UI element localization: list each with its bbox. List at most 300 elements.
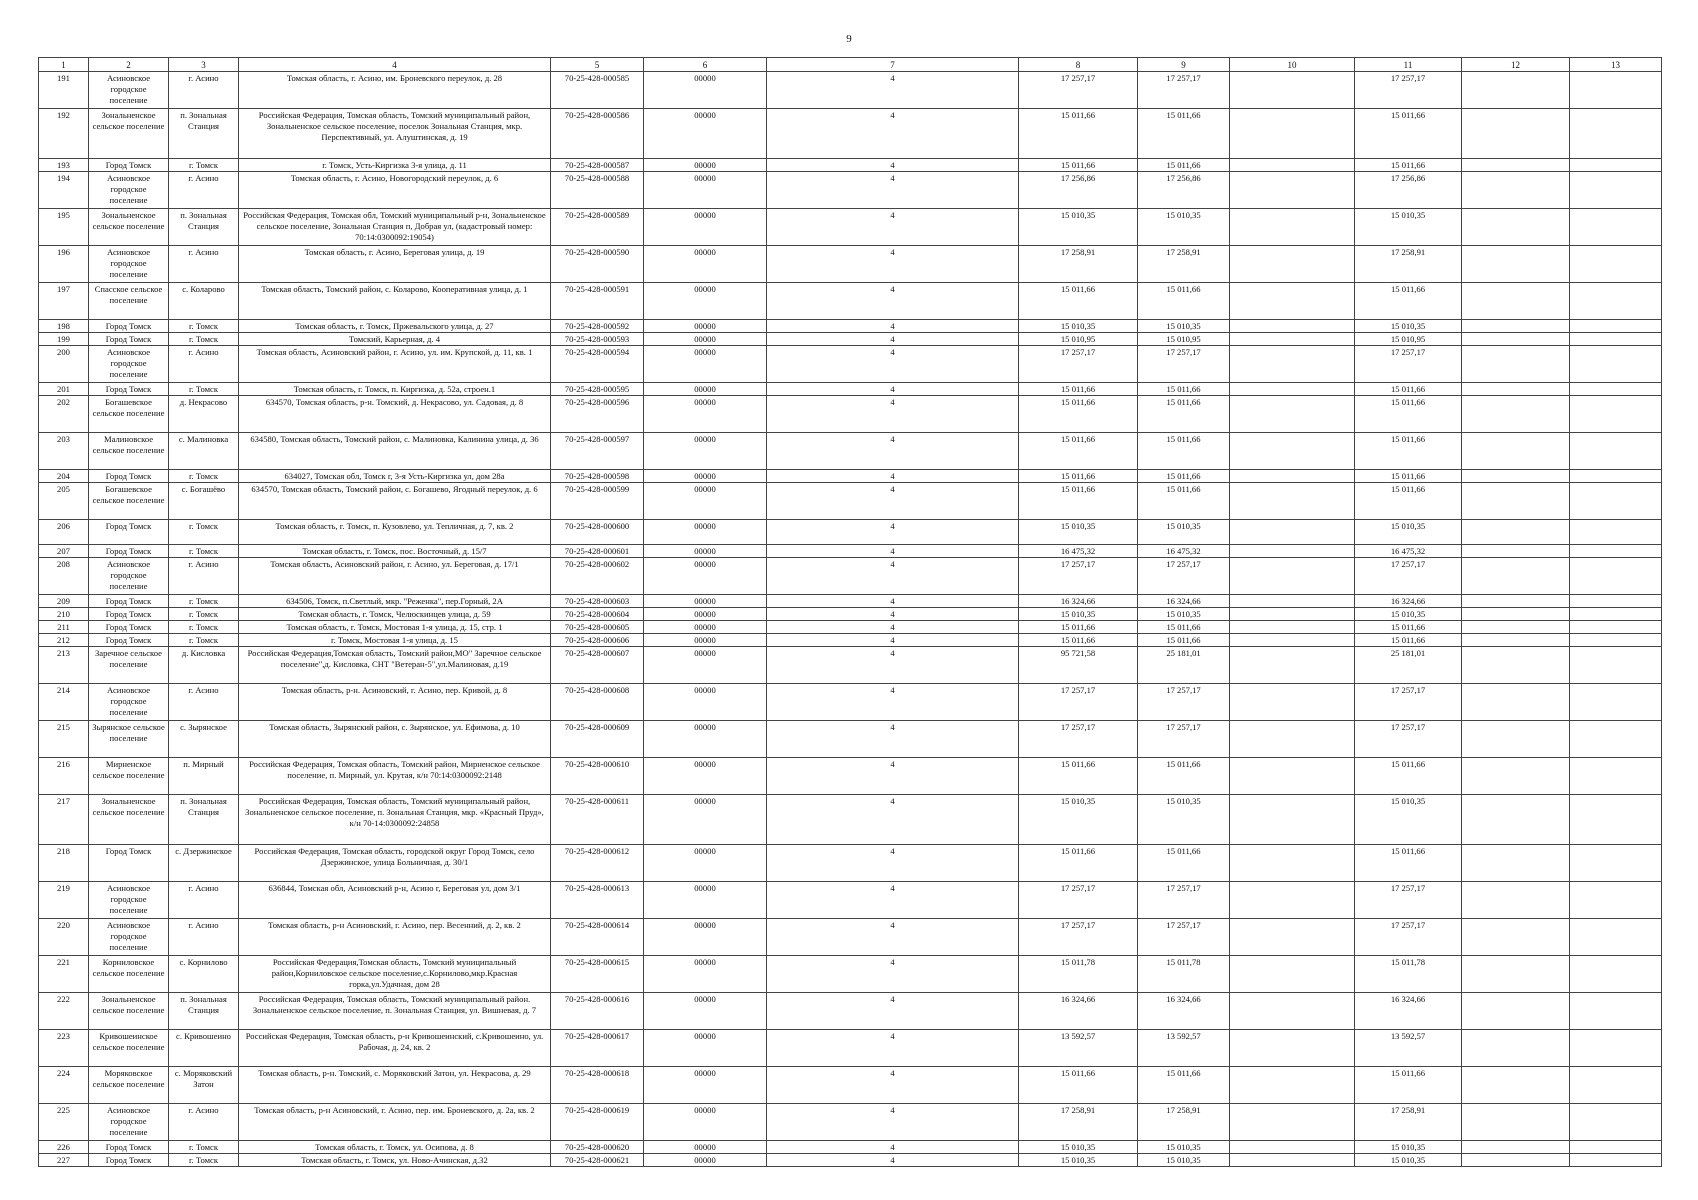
col9-value: 15 011,66 bbox=[1138, 483, 1230, 520]
settlement: д. Некрасово bbox=[169, 396, 239, 433]
col9-value: 17 258,91 bbox=[1138, 1104, 1230, 1141]
col10-value bbox=[1230, 1141, 1355, 1154]
row-number: 215 bbox=[39, 721, 89, 758]
col7-value: 4 bbox=[767, 919, 1019, 956]
col11-value: 17 258,91 bbox=[1355, 1104, 1462, 1141]
col12-value bbox=[1462, 72, 1570, 109]
municipality: Зональненское сельское поселение bbox=[89, 795, 169, 845]
col10-value bbox=[1230, 647, 1355, 684]
col11-value: 25 181,01 bbox=[1355, 647, 1462, 684]
settlement: г. Томск bbox=[169, 333, 239, 346]
col8-value: 15 011,66 bbox=[1019, 383, 1138, 396]
code: 00000 bbox=[644, 721, 767, 758]
col10-value bbox=[1230, 433, 1355, 470]
col12-value bbox=[1462, 721, 1570, 758]
address: Российская Федерация, Томская область, Томский муниципальный район, Зональненское сельское поселение, п. Зональная Станция, мкр. «Красный Пруд», к/н 70-14:0300092:24858 bbox=[239, 795, 551, 845]
code: 00000 bbox=[644, 209, 767, 246]
col12-value bbox=[1462, 172, 1570, 209]
municipality: Город Томск bbox=[89, 520, 169, 545]
table-row bbox=[39, 621, 1662, 634]
table-row bbox=[39, 993, 1662, 1030]
col12-value bbox=[1462, 470, 1570, 483]
col12-value bbox=[1462, 595, 1570, 608]
address: Томская область, г. Томск, ул. Осипова, д. 8 bbox=[239, 1141, 551, 1154]
address: Томская область, г. Томск, Мостовая 1-я улица, д. 15, стр. 1 bbox=[239, 621, 551, 634]
settlement: г. Томск bbox=[169, 595, 239, 608]
col8-value: 17 257,17 bbox=[1019, 558, 1138, 595]
table-row bbox=[39, 109, 1662, 159]
address: Томская область, р-н. Асиновский, г. Асино, пер. Кривой, д. 8 bbox=[239, 684, 551, 721]
table-row bbox=[39, 159, 1662, 172]
row-number: 194 bbox=[39, 172, 89, 209]
col13-value bbox=[1570, 283, 1662, 320]
col8-value: 15 011,66 bbox=[1019, 159, 1138, 172]
code: 00000 bbox=[644, 320, 767, 333]
municipality: Асиновское городское поселение bbox=[89, 1104, 169, 1141]
object-id: 70-25-428-000617 bbox=[551, 1030, 644, 1067]
municipality: Город Томск bbox=[89, 320, 169, 333]
address: Томская область, р-н. Томский, с. Моряковский Затон, ул. Некрасова, д. 29 bbox=[239, 1067, 551, 1104]
col7-value: 4 bbox=[767, 470, 1019, 483]
col8-value: 17 256,86 bbox=[1019, 172, 1138, 209]
col12-value bbox=[1462, 634, 1570, 647]
col13-value bbox=[1570, 520, 1662, 545]
col11-value: 17 257,17 bbox=[1355, 721, 1462, 758]
col13-value bbox=[1570, 795, 1662, 845]
col12-value bbox=[1462, 333, 1570, 346]
col9-value: 15 011,66 bbox=[1138, 621, 1230, 634]
col8-value: 95 721,58 bbox=[1019, 647, 1138, 684]
municipality: Асиновское городское поселение bbox=[89, 558, 169, 595]
col12-value bbox=[1462, 246, 1570, 283]
row-number: 211 bbox=[39, 621, 89, 634]
col8-value: 15 010,35 bbox=[1019, 608, 1138, 621]
col8-value: 15 011,66 bbox=[1019, 433, 1138, 470]
municipality: Город Томск bbox=[89, 608, 169, 621]
object-id: 70-25-428-000614 bbox=[551, 919, 644, 956]
table-row bbox=[39, 520, 1662, 545]
col11-value: 15 010,35 bbox=[1355, 608, 1462, 621]
code: 00000 bbox=[644, 1154, 767, 1167]
address: Томская область, г. Асино, Новогородский переулок, д. 6 bbox=[239, 172, 551, 209]
col10-value bbox=[1230, 919, 1355, 956]
col8-value: 15 010,35 bbox=[1019, 1154, 1138, 1167]
col7-value: 4 bbox=[767, 758, 1019, 795]
municipality: Малиновское сельское поселение bbox=[89, 433, 169, 470]
col11-value: 17 257,17 bbox=[1355, 919, 1462, 956]
col13-value bbox=[1570, 346, 1662, 383]
col8-value: 15 010,35 bbox=[1019, 1141, 1138, 1154]
object-id: 70-25-428-000605 bbox=[551, 621, 644, 634]
table-row bbox=[39, 172, 1662, 209]
address: г. Томск, Мостовая 1-я улица, д. 15 bbox=[239, 634, 551, 647]
col9-value: 15 010,95 bbox=[1138, 333, 1230, 346]
settlement: с. Зырянское bbox=[169, 721, 239, 758]
col11-value: 16 324,66 bbox=[1355, 595, 1462, 608]
col12-value bbox=[1462, 758, 1570, 795]
col10-value bbox=[1230, 209, 1355, 246]
col12-value bbox=[1462, 558, 1570, 595]
row-number: 208 bbox=[39, 558, 89, 595]
col8-value: 17 257,17 bbox=[1019, 346, 1138, 383]
col11-value: 15 010,35 bbox=[1355, 520, 1462, 545]
col9-value: 17 257,17 bbox=[1138, 684, 1230, 721]
settlement: с. Коларово bbox=[169, 283, 239, 320]
col13-value bbox=[1570, 882, 1662, 919]
municipality: Асиновское городское поселение bbox=[89, 882, 169, 919]
col13-value bbox=[1570, 608, 1662, 621]
col13-value bbox=[1570, 647, 1662, 684]
row-number: 213 bbox=[39, 647, 89, 684]
col8-value: 16 324,66 bbox=[1019, 595, 1138, 608]
object-id: 70-25-428-000615 bbox=[551, 956, 644, 993]
object-id: 70-25-428-000591 bbox=[551, 283, 644, 320]
col11-value: 17 257,17 bbox=[1355, 882, 1462, 919]
col11-value: 15 011,66 bbox=[1355, 483, 1462, 520]
row-number: 204 bbox=[39, 470, 89, 483]
table-row bbox=[39, 1067, 1662, 1104]
code: 00000 bbox=[644, 333, 767, 346]
row-number: 195 bbox=[39, 209, 89, 246]
col7-value: 4 bbox=[767, 1104, 1019, 1141]
col10-value bbox=[1230, 320, 1355, 333]
table-row bbox=[39, 346, 1662, 383]
municipality: Зональненское сельское поселение bbox=[89, 109, 169, 159]
code: 00000 bbox=[644, 1104, 767, 1141]
col12-value bbox=[1462, 1104, 1570, 1141]
col11-value: 15 011,66 bbox=[1355, 396, 1462, 433]
row-number: 207 bbox=[39, 545, 89, 558]
settlement: с. Богашёво bbox=[169, 483, 239, 520]
col10-value bbox=[1230, 383, 1355, 396]
object-id: 70-25-428-000589 bbox=[551, 209, 644, 246]
col10-value bbox=[1230, 470, 1355, 483]
address: Российская Федерация,Томская область, Томский муниципальный район,Корниловское сельское поселение,с.Корнилово,мкр.Красная горка,ул.Удачная, дом 28 bbox=[239, 956, 551, 993]
municipality: Город Томск bbox=[89, 1141, 169, 1154]
col10-value bbox=[1230, 684, 1355, 721]
address: Томская область, р-н Асиновский, г. Асино, пер. Весенний, д. 2, кв. 2 bbox=[239, 919, 551, 956]
municipality: Асиновское городское поселение bbox=[89, 246, 169, 283]
address: Томская область, Томский район, с. Коларово, Кооперативная улица, д. 1 bbox=[239, 283, 551, 320]
col10-value bbox=[1230, 1104, 1355, 1141]
address: Томская область, г. Томск, п. Киргизка, д. 52а, строен.1 bbox=[239, 383, 551, 396]
object-id: 70-25-428-000597 bbox=[551, 433, 644, 470]
address: Томская область, г. Томск, ул. Ново-Ачинская, д.32 bbox=[239, 1154, 551, 1167]
col13-value bbox=[1570, 483, 1662, 520]
object-id: 70-25-428-000621 bbox=[551, 1154, 644, 1167]
code: 00000 bbox=[644, 1141, 767, 1154]
col12-value bbox=[1462, 993, 1570, 1030]
code: 00000 bbox=[644, 283, 767, 320]
column-header: 1 bbox=[39, 58, 89, 72]
settlement: г. Томск bbox=[169, 159, 239, 172]
col13-value bbox=[1570, 470, 1662, 483]
table-row bbox=[39, 647, 1662, 684]
col11-value: 15 011,66 bbox=[1355, 1067, 1462, 1104]
col13-value bbox=[1570, 320, 1662, 333]
column-header: 2 bbox=[89, 58, 169, 72]
col9-value: 16 324,66 bbox=[1138, 993, 1230, 1030]
address: Российская Федерация, Томская область, Томский муниципальный район. Зональненское сельское поселение, п. Зональная Станция, ул. Вишневая, д. 7 bbox=[239, 993, 551, 1030]
col13-value bbox=[1570, 246, 1662, 283]
col9-value: 13 592,57 bbox=[1138, 1030, 1230, 1067]
settlement: г. Асино bbox=[169, 882, 239, 919]
col12-value bbox=[1462, 608, 1570, 621]
col13-value bbox=[1570, 1104, 1662, 1141]
address: 634570, Томская область, Томский район, с. Богашево, Ягодный переулок, д. 6 bbox=[239, 483, 551, 520]
column-header: 12 bbox=[1462, 58, 1570, 72]
municipality: Богашевское сельское поселение bbox=[89, 396, 169, 433]
col11-value: 15 011,78 bbox=[1355, 956, 1462, 993]
col9-value: 16 324,66 bbox=[1138, 595, 1230, 608]
object-id: 70-25-428-000610 bbox=[551, 758, 644, 795]
object-id: 70-25-428-000608 bbox=[551, 684, 644, 721]
object-id: 70-25-428-000618 bbox=[551, 1067, 644, 1104]
row-number: 199 bbox=[39, 333, 89, 346]
code: 00000 bbox=[644, 483, 767, 520]
settlement: г. Томск bbox=[169, 320, 239, 333]
row-number: 227 bbox=[39, 1154, 89, 1167]
col9-value: 15 011,66 bbox=[1138, 383, 1230, 396]
address: Российская Федерация, Томская область, р-н Кривошеинский, с.Кривошеино, ул. Рабочая, д. 24, кв. 2 bbox=[239, 1030, 551, 1067]
col11-value: 15 011,66 bbox=[1355, 109, 1462, 159]
code: 00000 bbox=[644, 172, 767, 209]
col8-value: 15 011,66 bbox=[1019, 483, 1138, 520]
table-row bbox=[39, 383, 1662, 396]
col13-value bbox=[1570, 1141, 1662, 1154]
address: Томская область, г. Асино, Береговая улица, д. 19 bbox=[239, 246, 551, 283]
settlement: г. Асино bbox=[169, 1104, 239, 1141]
code: 00000 bbox=[644, 595, 767, 608]
column-header: 3 bbox=[169, 58, 239, 72]
col9-value: 15 011,66 bbox=[1138, 159, 1230, 172]
table-row bbox=[39, 1104, 1662, 1141]
settlement: г. Томск bbox=[169, 1141, 239, 1154]
settlement: п. Зональная Станция bbox=[169, 109, 239, 159]
col11-value: 15 011,66 bbox=[1355, 283, 1462, 320]
col7-value: 4 bbox=[767, 483, 1019, 520]
col8-value: 17 258,91 bbox=[1019, 246, 1138, 283]
col7-value: 4 bbox=[767, 608, 1019, 621]
row-number: 203 bbox=[39, 433, 89, 470]
code: 00000 bbox=[644, 383, 767, 396]
col13-value bbox=[1570, 1154, 1662, 1167]
code: 00000 bbox=[644, 1030, 767, 1067]
municipality: Город Томск bbox=[89, 159, 169, 172]
row-number: 202 bbox=[39, 396, 89, 433]
code: 00000 bbox=[644, 72, 767, 109]
col12-value bbox=[1462, 383, 1570, 396]
address: Российская Федерация,Томская область, Томский район,МО" Заречное сельское поселение",д. Кисловка, СНТ "Ветеран-5",ул.Малиновая, д.19 bbox=[239, 647, 551, 684]
municipality: Город Томск bbox=[89, 621, 169, 634]
col8-value: 17 257,17 bbox=[1019, 684, 1138, 721]
col9-value: 15 011,78 bbox=[1138, 956, 1230, 993]
col10-value bbox=[1230, 346, 1355, 383]
table-row bbox=[39, 1141, 1662, 1154]
col13-value bbox=[1570, 595, 1662, 608]
table-row bbox=[39, 919, 1662, 956]
col8-value: 15 011,66 bbox=[1019, 283, 1138, 320]
address: Томская область, Зырянский район, с. Зырянское, ул. Ефимова, д. 10 bbox=[239, 721, 551, 758]
col10-value bbox=[1230, 882, 1355, 919]
row-number: 223 bbox=[39, 1030, 89, 1067]
col11-value: 15 010,95 bbox=[1355, 333, 1462, 346]
col12-value bbox=[1462, 109, 1570, 159]
row-number: 221 bbox=[39, 956, 89, 993]
col9-value: 17 257,17 bbox=[1138, 919, 1230, 956]
row-number: 216 bbox=[39, 758, 89, 795]
col9-value: 15 011,66 bbox=[1138, 433, 1230, 470]
table-row bbox=[39, 595, 1662, 608]
col7-value: 4 bbox=[767, 647, 1019, 684]
table-row bbox=[39, 320, 1662, 333]
col11-value: 15 011,66 bbox=[1355, 470, 1462, 483]
col12-value bbox=[1462, 159, 1570, 172]
col10-value bbox=[1230, 1030, 1355, 1067]
municipality: Кривошеинское сельское поселение bbox=[89, 1030, 169, 1067]
col7-value: 4 bbox=[767, 283, 1019, 320]
code: 00000 bbox=[644, 1067, 767, 1104]
col13-value bbox=[1570, 383, 1662, 396]
col7-value: 4 bbox=[767, 595, 1019, 608]
table-row bbox=[39, 882, 1662, 919]
settlement: г. Асино bbox=[169, 558, 239, 595]
col9-value: 15 011,66 bbox=[1138, 396, 1230, 433]
col7-value: 4 bbox=[767, 433, 1019, 470]
col9-value: 17 256,86 bbox=[1138, 172, 1230, 209]
col7-value: 4 bbox=[767, 383, 1019, 396]
col13-value bbox=[1570, 72, 1662, 109]
col11-value: 13 592,57 bbox=[1355, 1030, 1462, 1067]
object-id: 70-25-428-000603 bbox=[551, 595, 644, 608]
col9-value: 17 257,17 bbox=[1138, 72, 1230, 109]
column-header: 10 bbox=[1230, 58, 1355, 72]
col7-value: 4 bbox=[767, 721, 1019, 758]
address: Томский, Карьерная, д. 4 bbox=[239, 333, 551, 346]
col9-value: 15 011,66 bbox=[1138, 109, 1230, 159]
municipality: Зональненское сельское поселение bbox=[89, 209, 169, 246]
col11-value: 15 011,66 bbox=[1355, 845, 1462, 882]
code: 00000 bbox=[644, 470, 767, 483]
municipality: Спасское сельское поселение bbox=[89, 283, 169, 320]
col12-value bbox=[1462, 621, 1570, 634]
address: Томская область, г. Томск, Пржевальского улица, д. 27 bbox=[239, 320, 551, 333]
code: 00000 bbox=[644, 396, 767, 433]
col11-value: 17 257,17 bbox=[1355, 346, 1462, 383]
municipality: Асиновское городское поселение bbox=[89, 919, 169, 956]
col8-value: 16 324,66 bbox=[1019, 993, 1138, 1030]
col13-value bbox=[1570, 845, 1662, 882]
object-id: 70-25-428-000604 bbox=[551, 608, 644, 621]
settlement: п. Зональная Станция bbox=[169, 795, 239, 845]
table-row bbox=[39, 483, 1662, 520]
col7-value: 4 bbox=[767, 72, 1019, 109]
table-row bbox=[39, 283, 1662, 320]
settlement: г. Асино bbox=[169, 684, 239, 721]
municipality: Моряковское сельское поселение bbox=[89, 1067, 169, 1104]
col7-value: 4 bbox=[767, 172, 1019, 209]
col13-value bbox=[1570, 634, 1662, 647]
object-id: 70-25-428-000619 bbox=[551, 1104, 644, 1141]
col11-value: 15 011,66 bbox=[1355, 621, 1462, 634]
object-id: 70-25-428-000609 bbox=[551, 721, 644, 758]
col9-value: 15 010,35 bbox=[1138, 520, 1230, 545]
col7-value: 4 bbox=[767, 209, 1019, 246]
col9-value: 15 011,66 bbox=[1138, 758, 1230, 795]
municipality: Мирненское сельское поселение bbox=[89, 758, 169, 795]
col8-value: 15 011,66 bbox=[1019, 470, 1138, 483]
object-id: 70-25-428-000587 bbox=[551, 159, 644, 172]
settlement: г. Асино bbox=[169, 246, 239, 283]
settlement: с. Дзержинское bbox=[169, 845, 239, 882]
row-number: 226 bbox=[39, 1141, 89, 1154]
table-row bbox=[39, 684, 1662, 721]
municipality: Асиновское городское поселение bbox=[89, 684, 169, 721]
col7-value: 4 bbox=[767, 795, 1019, 845]
registry-table bbox=[38, 57, 1662, 1167]
object-id: 70-25-428-000606 bbox=[551, 634, 644, 647]
col11-value: 16 324,66 bbox=[1355, 993, 1462, 1030]
col13-value bbox=[1570, 396, 1662, 433]
col11-value: 15 011,66 bbox=[1355, 159, 1462, 172]
col7-value: 4 bbox=[767, 520, 1019, 545]
col13-value bbox=[1570, 1030, 1662, 1067]
col11-value: 15 011,66 bbox=[1355, 634, 1462, 647]
object-id: 70-25-428-000593 bbox=[551, 333, 644, 346]
col13-value bbox=[1570, 558, 1662, 595]
municipality: Асиновское городское поселение bbox=[89, 172, 169, 209]
col13-value bbox=[1570, 758, 1662, 795]
col7-value: 4 bbox=[767, 159, 1019, 172]
municipality: Асиновское городское поселение bbox=[89, 346, 169, 383]
col10-value bbox=[1230, 159, 1355, 172]
code: 00000 bbox=[644, 346, 767, 383]
settlement: п. Мирный bbox=[169, 758, 239, 795]
municipality: Город Томск bbox=[89, 545, 169, 558]
object-id: 70-25-428-000586 bbox=[551, 109, 644, 159]
col8-value: 15 011,66 bbox=[1019, 396, 1138, 433]
col9-value: 15 011,66 bbox=[1138, 470, 1230, 483]
col8-value: 15 011,66 bbox=[1019, 845, 1138, 882]
col10-value bbox=[1230, 721, 1355, 758]
col8-value: 13 592,57 bbox=[1019, 1030, 1138, 1067]
row-number: 201 bbox=[39, 383, 89, 396]
col8-value: 17 257,17 bbox=[1019, 882, 1138, 919]
col12-value bbox=[1462, 1154, 1570, 1167]
settlement: г. Асино bbox=[169, 172, 239, 209]
col12-value bbox=[1462, 795, 1570, 845]
column-header: 13 bbox=[1570, 58, 1662, 72]
code: 00000 bbox=[644, 621, 767, 634]
col8-value: 15 011,66 bbox=[1019, 621, 1138, 634]
col9-value: 15 010,35 bbox=[1138, 1141, 1230, 1154]
col10-value bbox=[1230, 109, 1355, 159]
table-row bbox=[39, 558, 1662, 595]
address: Томская область, г. Томск, пос. Восточный, д. 15/7 bbox=[239, 545, 551, 558]
col8-value: 15 011,66 bbox=[1019, 634, 1138, 647]
settlement: г. Томск bbox=[169, 1154, 239, 1167]
col12-value bbox=[1462, 1030, 1570, 1067]
col8-value: 15 011,78 bbox=[1019, 956, 1138, 993]
col11-value: 15 010,35 bbox=[1355, 795, 1462, 845]
municipality: Богашевское сельское поселение bbox=[89, 483, 169, 520]
col11-value: 17 257,17 bbox=[1355, 72, 1462, 109]
col12-value bbox=[1462, 346, 1570, 383]
municipality: Город Томск bbox=[89, 845, 169, 882]
col10-value bbox=[1230, 558, 1355, 595]
table-row bbox=[39, 1154, 1662, 1167]
col9-value: 15 010,35 bbox=[1138, 795, 1230, 845]
